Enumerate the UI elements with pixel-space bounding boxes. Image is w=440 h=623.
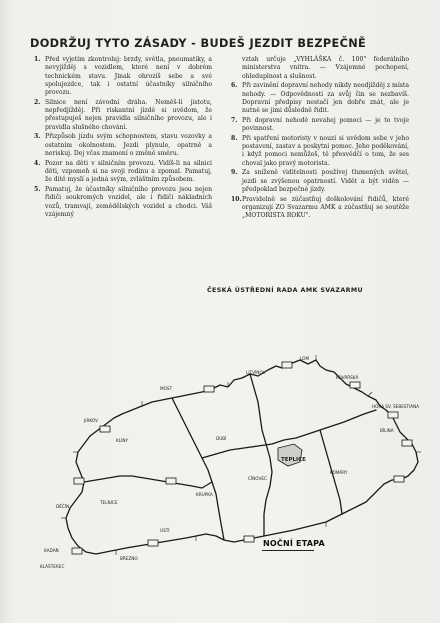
map-place-label: JIRKOV [84, 418, 98, 423]
map-place-label: LITVÍNOV [246, 370, 266, 375]
rule-text: Při spatření motoristy v nouzi si uvědom sebe v jeho postavení, zastav a poskytni pomoc. Jeho poděkování, i když pomoci nemůžeš, tě přesvědčí o tom, že ses choval jako pravý motorista. [242, 134, 409, 167]
checkpoint-marker [388, 412, 398, 418]
rules-column-right [231, 56, 409, 222]
checkpoint-marker [74, 478, 84, 484]
rule-number: 8. [231, 134, 238, 142]
route-line-inner-3 [250, 374, 272, 536]
map-place-label: LOM [300, 356, 310, 361]
map-place-label: KOVÁŘSKÁ [336, 375, 359, 380]
rule-text: Silnice není závodní dráha. Neměš-li jistotu, nepředjížděj. Při riskantní jízdě si uvědom, že přestupuješ nejen pravidla silničního provozu, ale i pravidla slušného chování. [45, 98, 212, 131]
checkpoint-marker [282, 362, 292, 368]
rule-item [34, 133, 212, 158]
map-place-label: ÚSTÍ [160, 528, 170, 533]
checkpoint-marker [148, 540, 158, 546]
rule-text: Při zavinění dopravní nehody nikdy neodjížděj z místa nehody. — Odpovědnosti za svůj čin se nezbavíš. Dopravní předpisy nestačí jen dobře znát, ale je nutné se jimi důsledně řídit. [242, 82, 409, 115]
rule-item [231, 82, 409, 115]
rule-number: 1. [34, 56, 41, 63]
checkpoint-marker [166, 478, 176, 484]
rule-number: 7. [231, 116, 238, 124]
route-line-outer [66, 360, 418, 554]
map-place-label: BÍLINA [380, 428, 394, 433]
rule-item [231, 117, 409, 134]
rule-text: Při dopravní nehodě nevahej pomoci — je to tvoje povinnost. [242, 116, 409, 133]
issuer-signature: ČESKÁ ÚSTŘEDNÍ RADA AMK SVAZARMU [207, 287, 364, 294]
rule-text: vztah určuje „VYHLÁŠKA č. 100" federálního ministerstva vnitra. — Vzájemné pochopení, ohleduplnost a slušnost. [242, 56, 409, 80]
rule-number: 10. [231, 195, 242, 203]
map-place-label: KOMÁRY [330, 470, 348, 475]
rule-item [231, 196, 409, 221]
rule-text: Za sníženě viditelnosti používej tlumených světel, jezdi se zvýšenou opatrností. Vidět a být viděn — předpoklad bezpečné jízdy. [242, 169, 409, 194]
rule-number: 3. [34, 133, 41, 141]
map-place-label: CÍNOVEC [248, 476, 267, 481]
checkpoint-marker [402, 440, 412, 446]
rule-number [231, 56, 242, 81]
rule-item [231, 135, 409, 168]
map-place-label: KLÁŠTEREC [40, 564, 65, 569]
route-map [20, 330, 440, 570]
map-place-label: BŘEZNO [120, 556, 138, 561]
map-place-label: DĚČÍN [56, 504, 70, 509]
rule-item [34, 160, 212, 185]
map-place-label: HORA SV. ŠEBESTIÁNA [372, 404, 420, 409]
checkpoint-marker [72, 548, 82, 554]
rule-item [34, 99, 212, 132]
checkpoint-marker [350, 382, 360, 388]
rule-text: Pozor na děti v silničním provozu. Vidíš-li na silnici děti, vzpomeň si na svoji rodinu a zpomal. Pamatuj, že dítě myslí a jedná svým, zvláštním způsobem. [45, 159, 212, 184]
checkpoint-marker [394, 476, 404, 482]
map-place-label: KADAŇ [44, 548, 59, 553]
stage-label-underline [262, 550, 314, 551]
rule-number: 5. [34, 186, 41, 194]
rule-number: 9. [231, 169, 238, 177]
route-tick [368, 392, 372, 396]
map-place-label: KLÍNY [116, 438, 129, 443]
rule-item [231, 56, 409, 81]
rule-text: Před vyjetím zkontroluj: brzdy, světla, pneumatiky, a nevyjížděj s vozidlem, které není v dobrém technickém stavu. Jinak ohrozíš sebe a své spolujezdce, tak i ostatní účastníky silničního provozu. [45, 56, 212, 97]
map-place-label: MOST [160, 386, 173, 391]
rule-number: 6. [231, 82, 238, 90]
rule-text: Přizpůsob jízdu svým schopnostem, stavu vozovky a ostatním okolnostem. Jezdi plynule, opatrně a neriskuj. Dej včas znamení o změně směru. [45, 133, 212, 158]
checkpoint-marker [244, 536, 254, 542]
map-place-label: KRUPKA [196, 492, 213, 497]
map-city-label: TEPLICE [281, 457, 306, 463]
checkpoint-marker [204, 386, 214, 392]
route-line-inner-1 [172, 398, 227, 540]
route-line-inner-4 [84, 476, 212, 488]
route-map-drawing [20, 330, 440, 570]
rule-item [34, 186, 212, 219]
map-place-label: TELNICE [100, 500, 118, 505]
map-place-label: DUBÍ [216, 436, 227, 441]
rule-item [231, 169, 409, 194]
rule-number: 2. [34, 98, 41, 106]
rule-number: 4. [34, 159, 41, 167]
page-title: DODRŽUJ TYTO ZÁSADY - BUDEŠ JEZDIT BEZPEČNĚ [30, 37, 367, 50]
rules-column-left [34, 56, 212, 221]
checkpoint-marker [100, 426, 110, 432]
rule-text: Pamatuj, že účastníky silničního provozu jsou nejen řidiči soukromých vozidel, ale i řidiči nákladních vozů, tramvají, zemědělských vozidel a chodci. Váš vzájemný [45, 186, 212, 218]
rule-item [34, 56, 212, 97]
night-stage-label: NOČNÍ ETAPA [263, 539, 325, 548]
rule-text: Pravidelně se zúčastňuj doškolování řidičů, které organizují ZO Svazarmu AMK a zúčastňuj se soutěže „MOTORISTA ROKU". [242, 195, 409, 220]
